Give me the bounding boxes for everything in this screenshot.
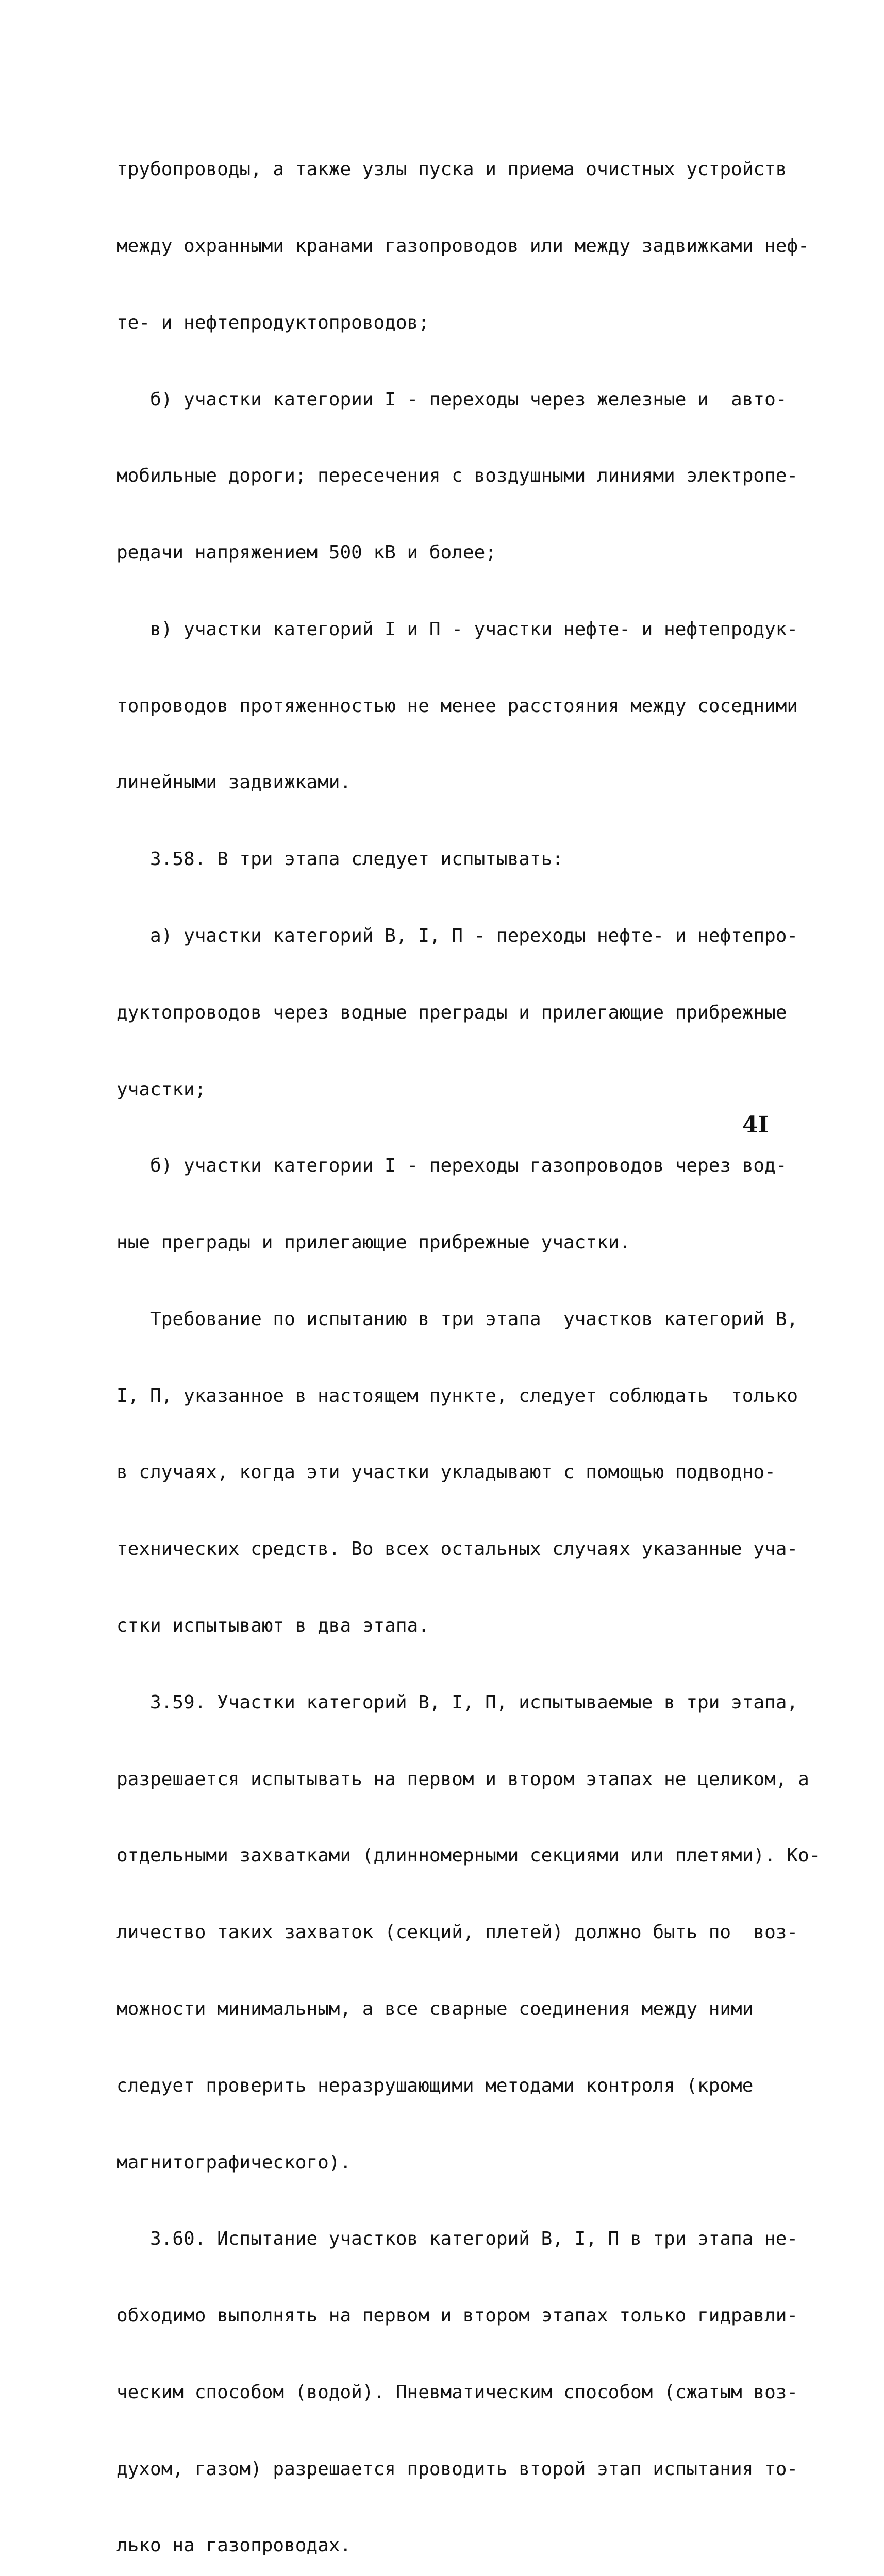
text-line: 3.59. Участки категорий В, I, П, испытываемые в три этапа, xyxy=(116,1691,798,1713)
text-line: технических средств. Во всех остальных случаях указанные уча- xyxy=(116,1538,798,1560)
text-line: те- и нефтепродуктопроводов; xyxy=(116,312,429,333)
text-line: в) участки категорий I и П - участки нефте- и нефтепродук- xyxy=(116,618,798,640)
text-line: 3.58. В три этапа следует испытывать: xyxy=(116,849,563,870)
text-line: личество таких захваток (секций, плетей) должно быть по воз- xyxy=(116,1922,798,1943)
page-number: 4I xyxy=(742,1112,769,1138)
text-line: топроводов протяженностью не менее расстояния между соседними xyxy=(116,695,798,717)
text-line: участки; xyxy=(116,1078,206,1100)
text-line: отдельными захватками (длинномерными секциями или плетями). Ко- xyxy=(116,1845,821,1867)
text-line: б) участки категории I - переходы через железные и авто- xyxy=(116,388,787,410)
text-line: в случаях, когда эти участки укладывают с помощью подводно- xyxy=(116,1462,776,1483)
text-line: Требование по испытанию в три этапа участков категорий В, xyxy=(116,1308,798,1330)
text-line: б) участки категории I - переходы газопроводов через вод- xyxy=(116,1155,787,1177)
text-line: можности минимальным, а все сварные соединения между ними xyxy=(116,1998,754,2020)
text-line: редачи напряжением 500 кВ и более; xyxy=(116,542,496,564)
text-line: духом, газом) разрешается проводить второй этап испытания то- xyxy=(116,2458,798,2480)
text-line: ческим способом (водой). Пневматическим способом (сжатым воз- xyxy=(116,2381,798,2403)
text-line: разрешается испытывать на первом и втором этапах не целиком, а xyxy=(116,1768,809,1790)
text-line: дуктопроводов через водные преграды и прилегающие прибрежные xyxy=(116,1002,787,1023)
text-line: следует проверить неразрушающими методами контроля (кроме xyxy=(116,2075,754,2096)
text-line: мобильные дороги; пересечения с воздушными линиями электропе- xyxy=(116,465,798,487)
text-line: ные преграды и прилегающие прибрежные участки. xyxy=(116,1232,630,1253)
body-text xyxy=(116,106,821,2576)
text-line: между охранными кранами газопроводов или между задвижками неф- xyxy=(116,235,809,257)
text-line: стки испытывают в два этапа. xyxy=(116,1615,429,1637)
text-line: линейными задвижками. xyxy=(116,772,352,793)
text-line: I, П, указанное в настоящем пункте, следует соблюдать только xyxy=(116,1385,798,1406)
text-line: 3.60. Испытание участков категорий В, I, П в три этапа не- xyxy=(116,2228,798,2250)
text-line: трубопроводы, а также узлы пуска и приема очистных устройств xyxy=(116,159,787,180)
text-line: магнитографического). xyxy=(116,2151,352,2173)
text-line: а) участки категорий В, I, П - переходы нефте- и нефтепро- xyxy=(116,925,798,946)
text-line: лько на газопроводах. xyxy=(116,2535,352,2556)
text-line: обходимо выполнять на первом и втором этапах только гидравли- xyxy=(116,2305,798,2327)
